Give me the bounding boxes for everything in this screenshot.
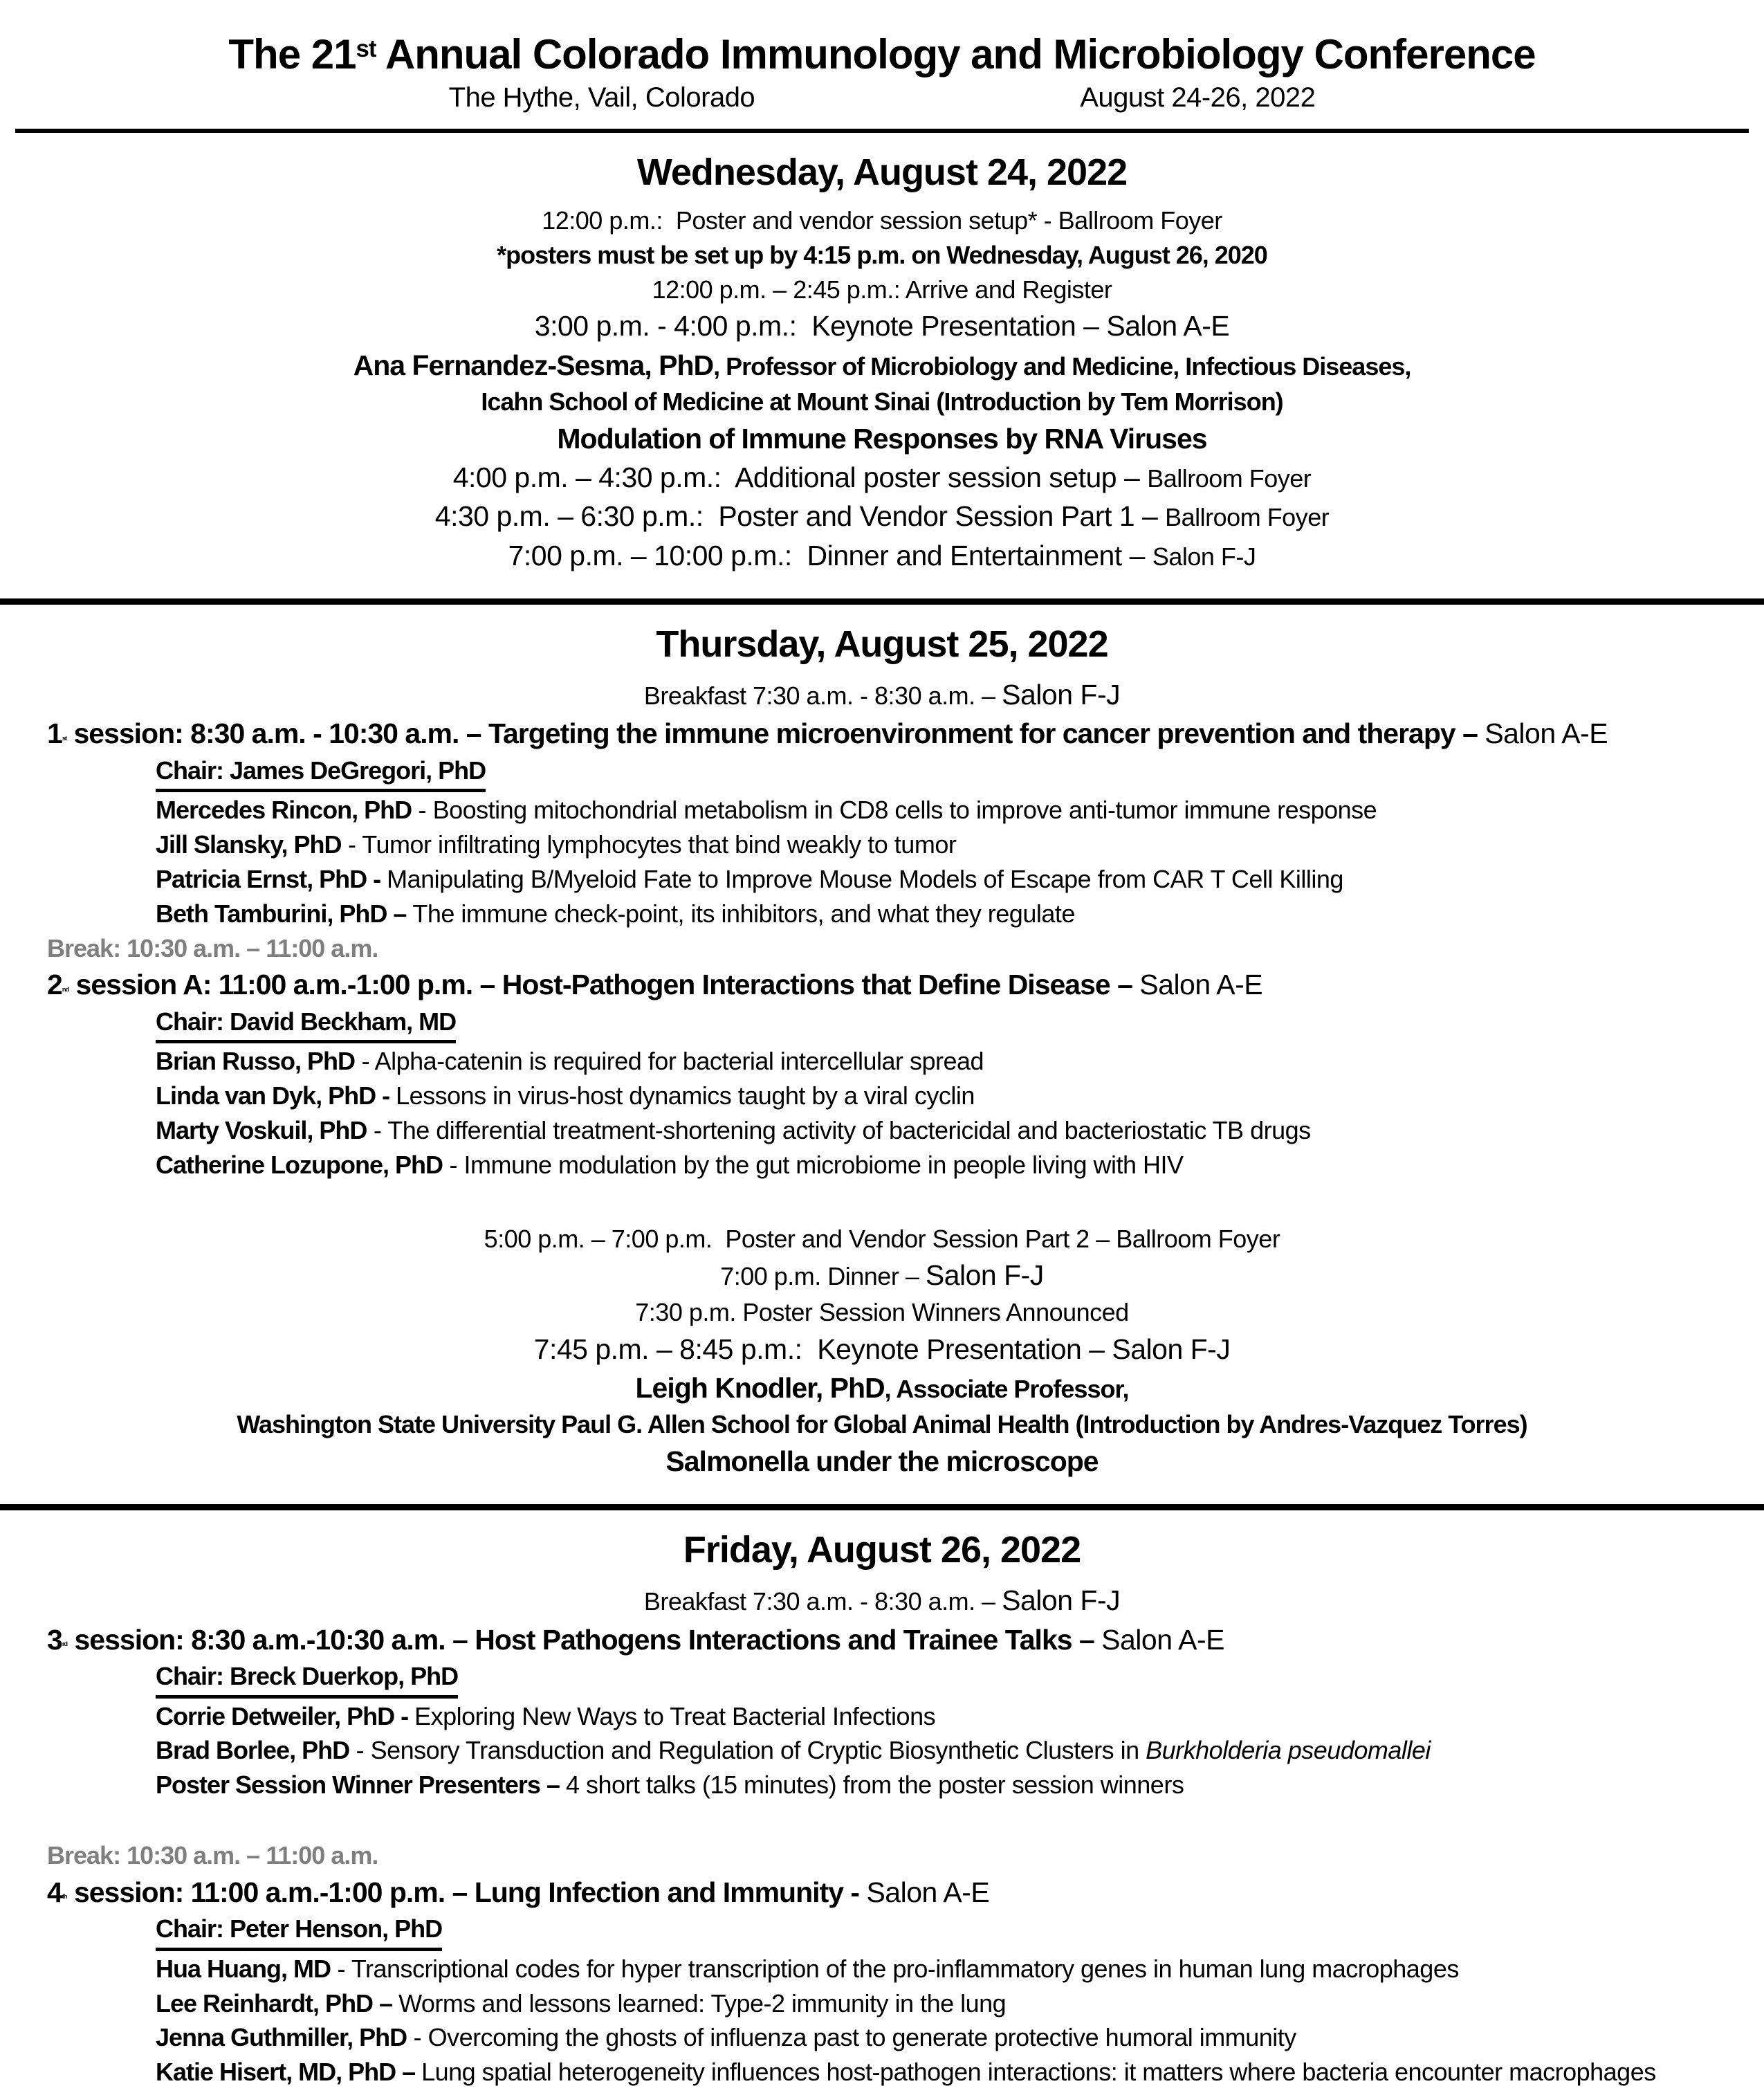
text-segment: Salon F-J	[1152, 542, 1256, 571]
speaker-name: Poster Session Winner Presenters –	[156, 1771, 566, 1800]
text-segment: Salon F-J	[1002, 1584, 1121, 1617]
speaker-name: Linda van Dyk, PhD -	[156, 1081, 396, 1110]
speaker-name: Katie Hisert, MD, PhD –	[156, 2058, 422, 2087]
text-segment: Breakfast 7:30 a.m. - 8:30 a.m. –	[643, 681, 1002, 710]
speaker-line	[156, 863, 1717, 896]
text-segment: 1	[47, 717, 62, 750]
title-text: The 21	[228, 31, 356, 77]
section-divider	[0, 598, 1764, 605]
chair-line	[156, 755, 1717, 793]
text-segment: 4:30 p.m. – 6:30 p.m.: Poster and Vendor Session Part 1 –	[434, 500, 1166, 533]
text-segment: - Transcriptional codes for hyper transcription of the pro-inflammatory genes in human lung macrophages	[331, 1954, 1459, 1983]
speaker-line	[156, 2022, 1717, 2054]
text-segment: Salmonella under the microscope	[665, 1445, 1099, 1477]
speaker-name: Brad Borlee, PhD	[156, 1736, 350, 1765]
chair-line	[156, 1006, 1717, 1044]
text-segment: th	[62, 1893, 67, 1901]
event-line	[28, 1257, 1736, 1294]
text-segment: Ballroom Foyer	[1147, 464, 1312, 493]
text-segment: 7:00 p.m. Dinner –	[720, 1262, 926, 1291]
text-segment: session: 11:00 a.m.-1:00 p.m. – Lung Infection and Immunity -	[66, 1876, 867, 1908]
speaker-line	[156, 898, 1717, 931]
speaker-line	[156, 1115, 1717, 1147]
title-text: Annual Colorado Immunology and Microbiology Conference	[376, 31, 1536, 77]
section-divider	[0, 1504, 1764, 1510]
text-segment: session: 8:30 a.m. - 10:30 a.m. – Targeting the immune microenvironment for cancer prevention and therapy –	[66, 717, 1485, 750]
speaker-line	[156, 1988, 1717, 2020]
event-line	[28, 1331, 1736, 1368]
day-heading: Friday, August 26, 2022	[683, 1529, 1081, 1571]
subtitle-row	[0, 82, 1764, 113]
keynote-affiliation-line	[28, 1409, 1736, 1441]
room-label: Salon A-E	[1139, 969, 1263, 1001]
wednesday-section	[0, 151, 1764, 580]
text-segment: 3:00 p.m. - 4:00 p.m.: Keynote Presentation – Salon A-E	[534, 310, 1230, 342]
text-segment: Breakfast 7:30 a.m. - 8:30 a.m. –	[643, 1587, 1002, 1616]
event-line	[28, 498, 1736, 535]
speaker-name: Brian Russo, PhD	[156, 1047, 356, 1076]
speaker-name: Lee Reinhardt, PhD –	[156, 1988, 399, 2018]
thursday-section	[0, 598, 1764, 1486]
text-segment: Worms and lessons learned: Type-2 immunity in the lung	[398, 1988, 1007, 2018]
session-header	[47, 1622, 1743, 1658]
text-segment: session: 8:30 a.m.-10:30 a.m. – Host Pathogens Interactions and Trainee Talks –	[67, 1623, 1102, 1656]
keynote-title-line	[28, 1443, 1736, 1480]
breakfast-line	[28, 1582, 1736, 1619]
text-segment: Break: 10:30 a.m. – 11:00 a.m.	[47, 1840, 378, 1869]
text-segment: 7:45 p.m. – 8:45 p.m.: Keynote Presentation – Salon F-J	[533, 1333, 1231, 1365]
species-name: Burkholderia pseudomallei	[1146, 1736, 1431, 1765]
room-label: Salon F-J	[925, 1259, 1044, 1292]
speaker-name: Leigh Knodler, PhD	[635, 1371, 885, 1404]
day-heading: Wednesday, August 24, 2022	[636, 152, 1128, 193]
chair-line	[156, 1661, 1717, 1699]
text-segment: Chair: James DeGregori, PhD	[156, 755, 486, 793]
text-segment: Break: 10:30 a.m. – 11:00 a.m.	[47, 933, 378, 962]
text-segment: - Immune modulation by the gut microbiome in people living with HIV	[443, 1150, 1184, 1179]
room-label: Salon A-E	[1485, 717, 1608, 750]
friday-section	[0, 1504, 1764, 2095]
program-header	[0, 30, 1764, 133]
speaker-line	[156, 1701, 1717, 1733]
day-lines	[0, 205, 1764, 580]
session-header	[47, 967, 1743, 1003]
text-segment: rd	[62, 1640, 68, 1648]
keynote-affiliation-line	[28, 386, 1736, 419]
text-segment: 4 short talks (15 minutes) from the poster session winners	[565, 1771, 1184, 1800]
text-segment: Lung spatial heterogeneity influences host-pathogen interactions: it matters where bacteria encounter macrophages	[421, 2058, 1656, 2087]
event-line	[28, 1297, 1736, 1329]
text-segment: - Tumor infiltrating lymphocytes that bind weakly to tumor	[341, 830, 957, 859]
text-segment: Washington State University Paul G. Allen School for Global Animal Health (Introduction by Andres-Vazquez Torres)	[237, 1410, 1527, 1439]
event-line	[28, 274, 1736, 307]
text-segment: 7:00 p.m. – 10:00 p.m.: Dinner and Entertainment –	[508, 539, 1152, 571]
session-header	[47, 715, 1743, 752]
speaker-name: Corrie Detweiler, PhD -	[156, 1701, 415, 1730]
speaker-line	[156, 1080, 1717, 1113]
speaker-line	[156, 1045, 1717, 1078]
room-label: Salon A-E	[866, 1876, 990, 1908]
text-segment: - Boosting mitochondrial metabolism in CD8 cells to improve anti-tumor immune response	[412, 796, 1377, 825]
speaker-line	[156, 829, 1717, 861]
setup-note-line	[28, 239, 1736, 272]
text-segment: session A: 11:00 a.m.-1:00 p.m. – Host-Pathogen Interactions that Define Disease –	[68, 969, 1140, 1001]
keynote-speaker-line	[28, 347, 1736, 384]
text-segment: - Sensory Transduction and Regulation of Cryptic Biosynthetic Clusters in	[349, 1736, 1146, 1765]
header-divider	[15, 129, 1749, 133]
text-segment: 4	[47, 1876, 62, 1908]
day-lines	[0, 1582, 1764, 2095]
speaker-name: Ana Fernandez-Sesma, PhD	[353, 349, 714, 381]
room-label: Salon A-E	[1101, 1623, 1224, 1656]
break-line	[47, 933, 1743, 965]
text-segment: Chair: David Beckham, MD	[156, 1006, 456, 1044]
speaker-line	[156, 1149, 1717, 1182]
text-segment: 4:00 p.m. – 4:30 p.m.: Additional poster session setup –	[452, 461, 1148, 494]
text-segment: - Alpha-catenin is required for bacterial intercellular spread	[355, 1047, 984, 1076]
text-segment: , Professor of Microbiology and Medicine, Infectious Diseases,	[713, 351, 1411, 381]
event-line	[28, 459, 1736, 496]
title-ordinal-superscript: st	[356, 35, 376, 63]
event-line	[28, 205, 1736, 237]
text-segment: nd	[62, 985, 69, 993]
text-segment: 7:30 p.m. Poster Session Winners Announced	[635, 1297, 1129, 1326]
event-line	[28, 1223, 1736, 1256]
breakfast-line	[28, 677, 1736, 713]
text-segment: st	[62, 734, 67, 742]
text-segment: 12:00 p.m. – 2:45 p.m.: Arrive and Register	[652, 275, 1112, 304]
speaker-line	[156, 1735, 1717, 1767]
speaker-name: Patricia Ernst, PhD -	[156, 864, 387, 893]
session-header	[47, 1874, 1743, 1911]
schedule	[0, 151, 1764, 2095]
conference-title	[28, 30, 1736, 78]
speaker-name: Catherine Lozupone, PhD	[156, 1150, 443, 1179]
text-segment: Manipulating B/Myeloid Fate to Improve Mouse Models of Escape from CAR T Cell Killing	[387, 864, 1343, 893]
text-segment: Chair: Breck Duerkop, PhD	[156, 1661, 458, 1699]
speaker-line	[156, 1769, 1717, 1802]
text-segment: Ballroom Foyer	[1165, 503, 1330, 532]
text-segment: Modulation of Immune Responses by RNA Viruses	[557, 422, 1207, 455]
break-line	[47, 1840, 1743, 1872]
text-segment: Salon F-J	[1002, 678, 1121, 711]
day-heading: Thursday, August 25, 2022	[656, 623, 1108, 665]
text-segment: Lessons in virus-host dynamics taught by a viral cyclin	[396, 1081, 975, 1110]
event-line	[28, 538, 1736, 574]
text-segment: Chair: Peter Henson, PhD	[156, 1913, 442, 1951]
speaker-name: Jenna Guthmiller, PhD	[156, 2023, 407, 2052]
speaker-name: Beth Tamburini, PhD –	[156, 899, 413, 928]
text-segment: 12:00 p.m.: Poster and vendor session setup* - Ballroom Foyer	[542, 206, 1222, 235]
day-lines	[0, 677, 1764, 1486]
speaker-name: Hua Huang, MD	[156, 1954, 331, 1983]
text-segment: 5:00 p.m. – 7:00 p.m. Poster and Vendor Session Part 2 – Ballroom Foyer	[484, 1224, 1280, 1253]
text-segment: , Associate Professor,	[884, 1374, 1129, 1403]
speaker-line	[156, 2056, 1717, 2089]
text-segment: 2	[47, 969, 62, 1001]
speaker-name: Mercedes Rincon, PhD	[156, 796, 412, 825]
chair-line	[156, 1913, 1717, 1951]
keynote-title-line	[28, 421, 1736, 457]
speaker-line	[156, 1953, 1717, 1986]
text-segment: - Overcoming the ghosts of influenza past to generate protective humoral immunity	[407, 2023, 1296, 2052]
dates-label: August 24-26, 2022	[1080, 82, 1316, 113]
speaker-name: Jill Slansky, PhD	[156, 830, 342, 859]
event-line	[28, 308, 1736, 345]
text-segment: *posters must be set up by 4:15 p.m. on Wednesday, August 26, 2020	[497, 240, 1267, 269]
keynote-speaker-line	[28, 1370, 1736, 1407]
text-segment: - The differential treatment-shortening activity of bactericidal and bacteriostatic TB drugs	[367, 1116, 1311, 1145]
venue-label: The Hythe, Vail, Colorado	[448, 82, 755, 113]
text-segment: The immune check-point, its inhibitors, and what they regulate	[412, 899, 1075, 928]
text-segment: 3	[47, 1623, 62, 1656]
speaker-name: Marty Voskuil, PhD	[156, 1116, 367, 1145]
text-segment: Icahn School of Medicine at Mount Sinai (Introduction by Tem Morrison)	[481, 387, 1283, 416]
text-segment: Exploring New Ways to Treat Bacterial Infections	[414, 1701, 936, 1730]
speaker-line	[156, 794, 1717, 827]
